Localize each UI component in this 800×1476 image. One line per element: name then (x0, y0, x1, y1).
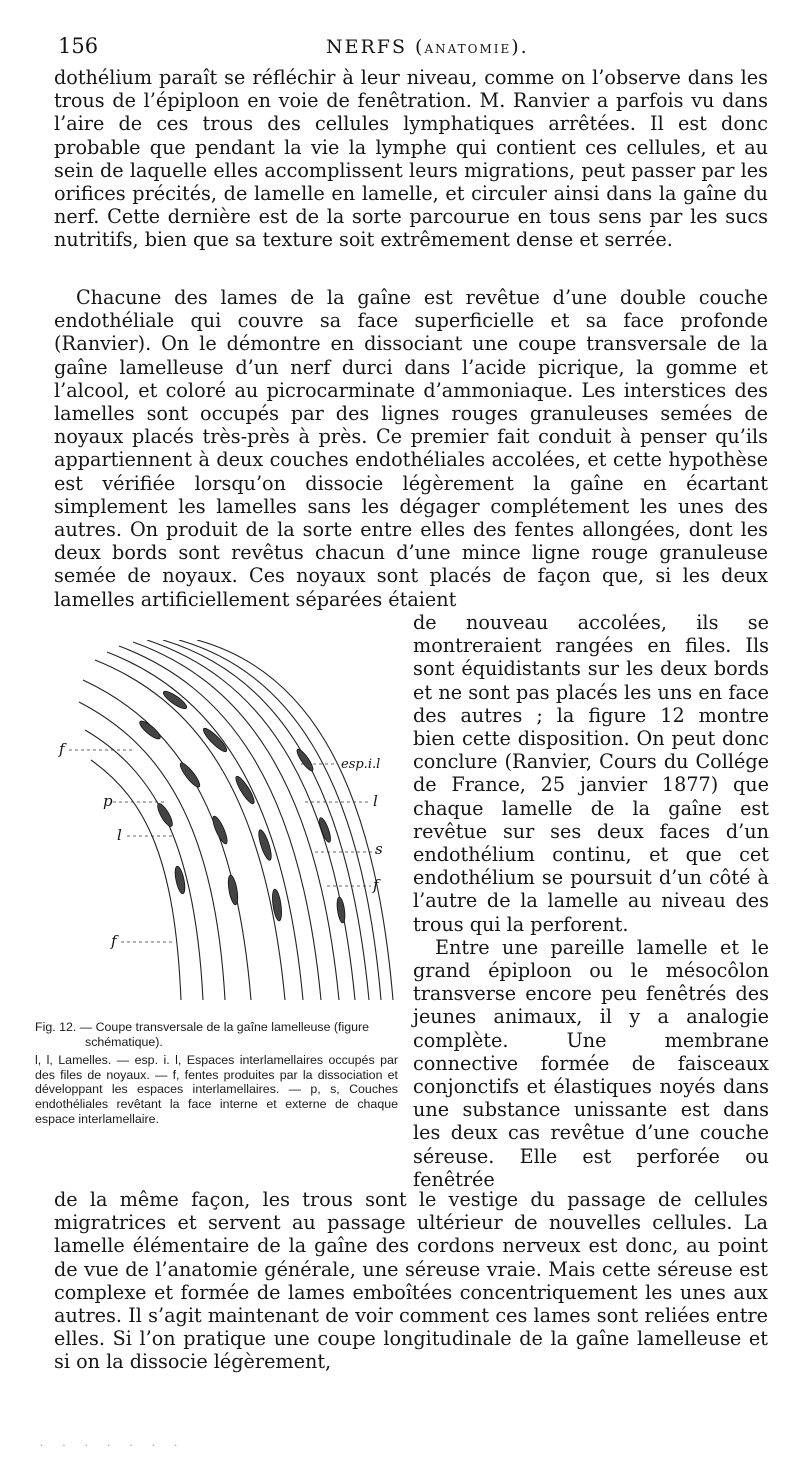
label-l-right: l (373, 792, 378, 810)
label-p: p (103, 792, 113, 810)
label-f-bottom: f (111, 932, 117, 950)
paragraph-2-continued: de nouveau accolées, ils se montreraient rangées en files. Ils sont équidistants sur les deux bords et ne sont pas placés les uns en face des autres ; la figure 12 montre bien cette disposition. On peut donc conclure (Ranvier, Cours du Collége de France, 25 janvier 1877) que chaque lamelle de la gaîne est revêtue sur ses deux faces d’un endothélium continu, et que cet endothélium se poursuit d’un côté à l’autre de la lamelle au niveau des trous qui la perforent. (413, 611, 769, 936)
running-title-end: ). (511, 36, 529, 58)
label-esp-i-l: esp.i.l (341, 757, 381, 772)
paragraph-4: de la même façon, les trous sont le vestige du passage de cellules migratrices et servent au passage ultérieur de nouvelles cellules. La lamelle élémentaire de la gaîne des cordons nerveux est donc, au point de vue de l’anatomie générale, une séreuse vraie. Mais cette séreuse est complexe et formée de lames emboîtées concentriquement les unes aux autres. Il s’agit maintenant de voir comment ces lames sont reliées entre elles. Si l’on pratique une coupe longitudinale de la gaîne lamelleuse et si on la dissocie légèrement, (54, 1188, 768, 1374)
running-title (326, 36, 529, 58)
label-f-right: f (373, 876, 379, 894)
paragraph-3: Entre une pareille lamelle et le grand épiploon ou le mésocôlon transverse encore peu fenêtrés des jeunes animaux, il y a analogie complète. Une membrane connective formée de faisceaux conjonctifs et élastiques noyés dans une substance unissante est dans les deux cas revêtue d’une couche séreuse. Elle est perforée ou fenêtrée (413, 935, 769, 1191)
label-l-left: l (117, 826, 122, 844)
figure-12 (55, 640, 407, 1020)
label-f-top: f (59, 740, 65, 758)
lamellar-sheath-illustration (55, 640, 407, 1020)
caption-title: Fig. 12. — Coupe transversale de la gaîne lamelleuse (figure schématique). (35, 1020, 370, 1049)
paragraph-2: Chacune des lames de la gaîne est revêtue d’une double couche endothéliale qui couvre sa face superficielle et sa face profonde (Ranvier). On le démontre en dissociant une coupe transversale de la gaîne lamelleuse d’un nerf durci dans l’acide picrique, la gomme et l’alcool, et coloré au picrocarminate d’ammoniaque. Les interstices des lamelles sont occupés par des lignes rouges granuleuses semées de noyaux placés très-près à près. Ce premier fait conduit à penser qu’ils appartiennent à deux couches endothéliales accolées, et cette hypothèse est vérifiée lorsqu’on dissocie légèrement la gaîne en écartant simplement les lamelles sans les dégager complétement les unes des autres. On produit de la sorte entre elles des fentes allongées, dont les deux bords sont revêtus chacun d’une mince ligne rouge granuleuse semée de noyaux. Ces noyaux sont placés de façon que, si les deux lamelles artificiellement séparées étaient (54, 286, 768, 611)
running-header (58, 34, 770, 62)
footer-marks: . . . . . . . (40, 1438, 186, 1449)
label-s: s (375, 840, 383, 858)
paragraph-1: dothélium paraît se réfléchir à leur niveau, comme on l’observe dans les trous de l’épiploon en voie de fenêtration. M. Ranvier a parfois vu dans l’aire de ces trous des cellules lymphatiques arrêtées. Il est donc probable que pendant la vie la lymphe qui contient ces cellules, et au sein de laquelle elles accomplissent leurs migrations, peut passer par les orifices précités, de lamelle en lamelle, et circuler ainsi dans la gaîne du nerf. Cette dernière est de la sorte parcourue en tous sens par les sucs nutritifs, bien que sa texture soit extrêmement dense et serrée. (54, 66, 768, 252)
figure-caption (35, 1020, 398, 1126)
caption-body: l, l, Lamelles. — esp. i. l, Espaces interlamellaires occupés par des files de noyaux. — f, fentes produites par la dissociation et développant les espaces interlamellaires. — p, s, Couches endothéliales revêtant la face interne et externe de chaque espace interlamellaire. (35, 1053, 398, 1126)
page-number: 156 (58, 34, 99, 58)
running-title-sub: ANATOMIE (424, 42, 512, 56)
running-title-main: NERFS ( (326, 36, 425, 58)
right-column (413, 611, 769, 1191)
